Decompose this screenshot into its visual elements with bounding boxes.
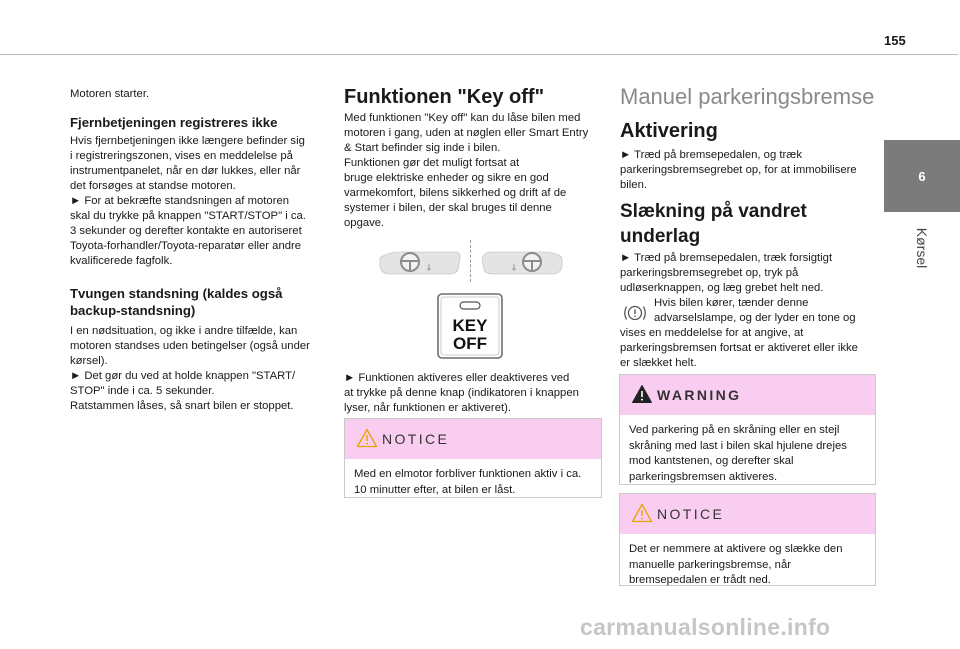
text-line: Ratstammen låses, så snart bilen er stoppet. (70, 400, 294, 412)
dashboard-illustration-left (378, 248, 462, 278)
notice-title: NOTICE (382, 431, 450, 447)
text-line: er slækket helt. (620, 357, 697, 369)
text-line: Med en elmotor forbliver funktionen aktiv i ca. (354, 468, 582, 480)
text-line: I en nødsituation, og ikke i andre tilfælde, kan (70, 325, 298, 337)
text-line: ► Funktionen aktiveres eller deaktiveres ved (344, 372, 570, 384)
warning-triangle-icon (631, 384, 653, 404)
heading-activation: Aktivering (620, 120, 718, 142)
paragraph-activation (620, 148, 876, 193)
heading-release-level (620, 199, 876, 249)
text-line: parkeringsbremsegrebet op, for at immobilisere (620, 164, 857, 176)
text-line: ► Det gør du ved at holde knappen "START/ (70, 370, 296, 382)
paragraph-key-off-toggle (344, 371, 602, 416)
paragraph-forced-stop (70, 324, 332, 414)
text-line: Funktionen gør det muligt fortsat at (344, 157, 520, 169)
text-line: bilen. (620, 179, 648, 191)
heading-line: Slækning på vandret (620, 201, 807, 222)
text-line: at trykke på denne knap (indikatoren i knappen (344, 387, 579, 399)
text-line: det forsøges at standse motoren. (70, 180, 236, 192)
text-line: opgave. (344, 217, 385, 229)
dashboard-illustration-right (480, 248, 564, 278)
text-line: kvalificerede fagfolk. (70, 255, 173, 267)
text-line: ► For at bekræfte standsningen af motoren (70, 195, 290, 207)
notice-box-key-off (344, 418, 602, 498)
intro-text: Motoren starter. (70, 88, 150, 100)
text-line: Ved parkering på en skråning eller en stejl (629, 424, 840, 436)
text-line: 3 sekunder og derefter kontakte en autoriseret (70, 225, 302, 237)
paragraph-key-off (344, 111, 602, 231)
warning-triangle-icon (356, 428, 378, 448)
text-line: mod kantstenen, og derefter skal (629, 455, 794, 467)
notice-box-parking-brake (619, 493, 876, 586)
text-line: ► Træd på bremsepedalen, og træk (620, 149, 802, 161)
warning-title: WARNING (657, 387, 742, 403)
warning-text (629, 423, 869, 485)
text-line: STOP" inde i ca. 5 sekunder. (70, 385, 215, 397)
text-line: manuelle parkeringsbremse, når (629, 558, 792, 571)
header-divider (0, 54, 958, 55)
heading-line: underlag (620, 226, 701, 247)
text-line: Hvis bilen kører, tænder denne (654, 297, 809, 309)
watermark: carmanualsonline.info (580, 614, 831, 640)
page-number: 155 (884, 33, 906, 48)
illustration-divider (470, 240, 472, 282)
paragraph-release (620, 251, 876, 296)
text-line: udløserknappen, og læg grebet helt ned. (620, 282, 824, 294)
text-line: bremsepedalen er trådt ned. (629, 574, 771, 586)
heading-forced-stop (70, 285, 332, 319)
paragraph-remote (70, 134, 332, 269)
notice-title: NOTICE (657, 506, 725, 522)
text-line: Det er nemmere at aktivere og slække den (629, 543, 843, 555)
text-line: Toyota-forhandler/Toyota-reparatør eller andre (70, 240, 302, 252)
text-line: Med funktionen "Key off" kan du låse bilen med (344, 112, 581, 124)
brake-warning-icon (620, 302, 650, 324)
key-off-button-icon (437, 293, 503, 359)
chapter-label (912, 218, 932, 278)
steering-wheel-icon (523, 253, 541, 271)
key-off-label-line1: KEY (452, 316, 488, 335)
text-line: skråning med last i bilen skal hjulene drejes (629, 439, 847, 452)
paragraph-brake-indent (654, 296, 876, 326)
text-line: bruge elektriske enheder og sikre en god (344, 172, 549, 184)
notice-text (354, 467, 595, 498)
text-line: varmekomfort, bilens sikkerhed og drift af de (344, 187, 567, 199)
indicator-light (460, 302, 480, 309)
text-line: i registreringszonen, vises en meddelelse på (70, 150, 293, 162)
heading-remote-not-detected: Fjernbetjeningen registreres ikke (70, 115, 278, 130)
text-line: ► Træd på bremsepedalen, træk forsigtigt (620, 252, 833, 264)
text-line: systemer i bilen, der skal bruges til denne (344, 202, 552, 214)
text-line: vises en meddelelse for at angive, at (620, 327, 804, 339)
key-off-label-line2: OFF (453, 334, 487, 353)
heading-line: backup-standsning) (70, 303, 196, 318)
heading-line: Tvungen standsning (kaldes også (70, 286, 283, 301)
text-line: kørsel). (70, 355, 108, 367)
text-line: 10 minutter efter, at bilen er låst. (354, 483, 516, 496)
text-line: lyser, når funktionen er aktiveret). (344, 402, 512, 414)
steering-wheel-icon (401, 253, 419, 271)
text-line: & Start befinder sig inde i bilen. (344, 142, 501, 154)
chapter-label-text: Kørsel (914, 227, 930, 269)
paragraph-brake-rest (620, 326, 876, 371)
chapter-number: 6 (918, 168, 926, 184)
text-line: motoren standses uden betingelser (også under (70, 340, 310, 352)
notice-text (629, 542, 869, 589)
warning-triangle-icon (631, 503, 653, 523)
heading-key-off: Funktionen "Key off" (344, 86, 545, 108)
text-line: instrumentpanelet, når en dør lukkes, eller når (70, 165, 301, 177)
heading-manual-parking-brake: Manuel parkeringsbremse (620, 84, 875, 109)
text-line: parkeringsbremsegrebet op, tryk på (620, 267, 799, 279)
text-line: parkeringsbremsen fortsat er aktiveret eller ikke (620, 342, 858, 354)
warning-box (619, 374, 876, 485)
text-line: parkeringsbremsen aktiveres. (629, 470, 778, 483)
text-line: Hvis fjernbetjeningen ikke længere befinder sig (70, 135, 305, 147)
text-line: motoren i gang, uden at nøglen eller Smart Entry (344, 127, 589, 139)
text-line: skal du trykke på knappen "START/STOP" i ca. (70, 210, 306, 222)
text-line: advarselslampe, og der lyder en tone og (654, 312, 856, 324)
